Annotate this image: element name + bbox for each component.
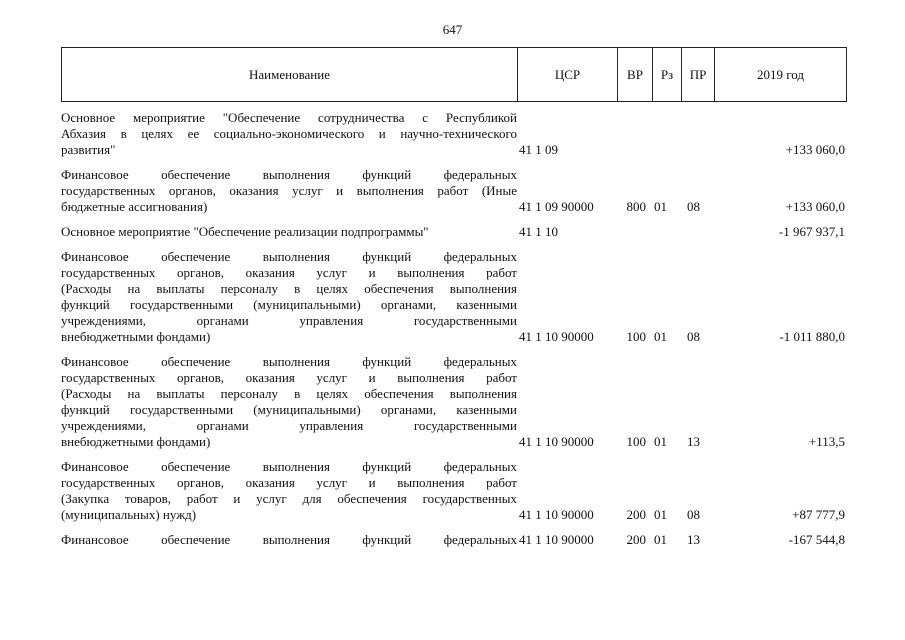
row-csr: 41 1 10 90000 xyxy=(519,434,594,449)
row-csr: 41 1 10 90000 xyxy=(519,532,594,547)
row-name xyxy=(61,224,517,240)
row-name-line: государственных органов, оказания услуг и выполнения работ xyxy=(61,265,517,280)
row-name-line: (Закупка товаров, работ и услуг для обеспечения государственных xyxy=(61,491,517,506)
row-name-line: учреждениями, органами управления государственными xyxy=(61,418,517,433)
header-rz: Рз xyxy=(653,48,682,101)
row-sum: -1 011 880,0 xyxy=(779,329,845,344)
table-row xyxy=(61,167,847,215)
row-csr: 41 1 10 90000 xyxy=(519,329,594,344)
row-name-line: бюджетные ассигнования) xyxy=(61,199,208,214)
row-name-line: государственных органов, оказания услуг и выполнения работ (Иные xyxy=(61,183,517,198)
row-name-line: внебюджетными фондами) xyxy=(61,434,211,449)
row-name-line: государственных органов, оказания услуг и выполнения работ xyxy=(61,475,517,490)
row-vr: 800 xyxy=(626,199,646,214)
row-csr: 41 1 10 90000 xyxy=(519,507,594,522)
row-pr: 08 xyxy=(687,329,700,344)
row-rz: 01 xyxy=(654,434,667,449)
row-name xyxy=(61,249,517,345)
row-sum: +87 777,9 xyxy=(792,507,845,522)
row-name-line: государственных органов, оказания услуг и выполнения работ xyxy=(61,370,517,385)
row-csr: 41 1 10 xyxy=(519,224,558,239)
row-sum: -167 544,8 xyxy=(788,532,845,547)
header-pr: ПР xyxy=(682,48,715,101)
row-pr: 08 xyxy=(687,199,700,214)
row-rz: 01 xyxy=(654,532,667,547)
row-name-line: Основное мероприятие "Обеспечение сотрудничества с Республикой xyxy=(61,110,517,125)
row-vr: 100 xyxy=(626,434,646,449)
table-row xyxy=(61,532,847,548)
header-csr: ЦСР xyxy=(518,48,618,101)
table-header xyxy=(61,47,847,102)
row-name-line: Финансовое обеспечение выполнения функций федеральных xyxy=(61,354,517,369)
table-row xyxy=(61,354,847,450)
row-name-line: Основное мероприятие "Обеспечение реализации подпрограммы" xyxy=(61,224,429,239)
page-number: 647 xyxy=(442,22,463,37)
row-name-line: функций государственными (муниципальными) органами, казенными xyxy=(61,402,517,417)
row-csr: 41 1 09 xyxy=(519,142,558,157)
row-name-line: Финансовое обеспечение выполнения функций федеральных xyxy=(61,532,517,547)
table-row xyxy=(61,110,847,158)
row-rz: 01 xyxy=(654,507,667,522)
row-vr: 200 xyxy=(626,507,646,522)
row-name-line: функций государственными (муниципальными) органами, казенными xyxy=(61,297,517,312)
row-sum: +133 060,0 xyxy=(785,199,845,214)
row-sum: +133 060,0 xyxy=(785,142,845,157)
table-row xyxy=(61,224,847,240)
header-name: Наименование xyxy=(62,48,518,101)
row-name-line: Финансовое обеспечение выполнения функций федеральных xyxy=(61,167,517,182)
row-pr: 13 xyxy=(687,434,700,449)
row-name-line: Абхазия в целях ее социально-экономического и научно-технического xyxy=(61,126,517,141)
row-sum: +113,5 xyxy=(808,434,845,449)
row-name-line: развития" xyxy=(61,142,116,157)
row-name-line: внебюджетными фондами) xyxy=(61,329,211,344)
row-name xyxy=(61,354,517,450)
row-name-line: (муниципальных) нужд) xyxy=(61,507,197,522)
row-name-line: (Расходы на выплаты персоналу в целях обеспечения выполнения xyxy=(61,281,517,296)
table-row xyxy=(61,459,847,523)
row-name-line: Финансовое обеспечение выполнения функций федеральных xyxy=(61,459,517,474)
row-name-line: учреждениями, органами управления государственными xyxy=(61,313,517,328)
row-name-line: (Расходы на выплаты персоналу в целях обеспечения выполнения xyxy=(61,386,517,401)
row-name-line: Финансовое обеспечение выполнения функций федеральных xyxy=(61,249,517,264)
row-name xyxy=(61,459,517,523)
row-sum: -1 967 937,1 xyxy=(778,224,845,239)
table-body xyxy=(61,110,847,557)
header-year: 2019 год xyxy=(757,66,804,82)
row-pr: 08 xyxy=(687,507,700,522)
row-csr: 41 1 09 90000 xyxy=(519,199,594,214)
row-pr: 13 xyxy=(687,532,700,547)
row-vr: 100 xyxy=(626,329,646,344)
row-name xyxy=(61,167,517,215)
row-name xyxy=(61,110,517,158)
row-rz: 01 xyxy=(654,329,667,344)
header-vr: ВР xyxy=(618,48,653,101)
row-vr: 200 xyxy=(626,532,646,547)
row-rz: 01 xyxy=(654,199,667,214)
row-name xyxy=(61,532,517,548)
table-row xyxy=(61,249,847,345)
